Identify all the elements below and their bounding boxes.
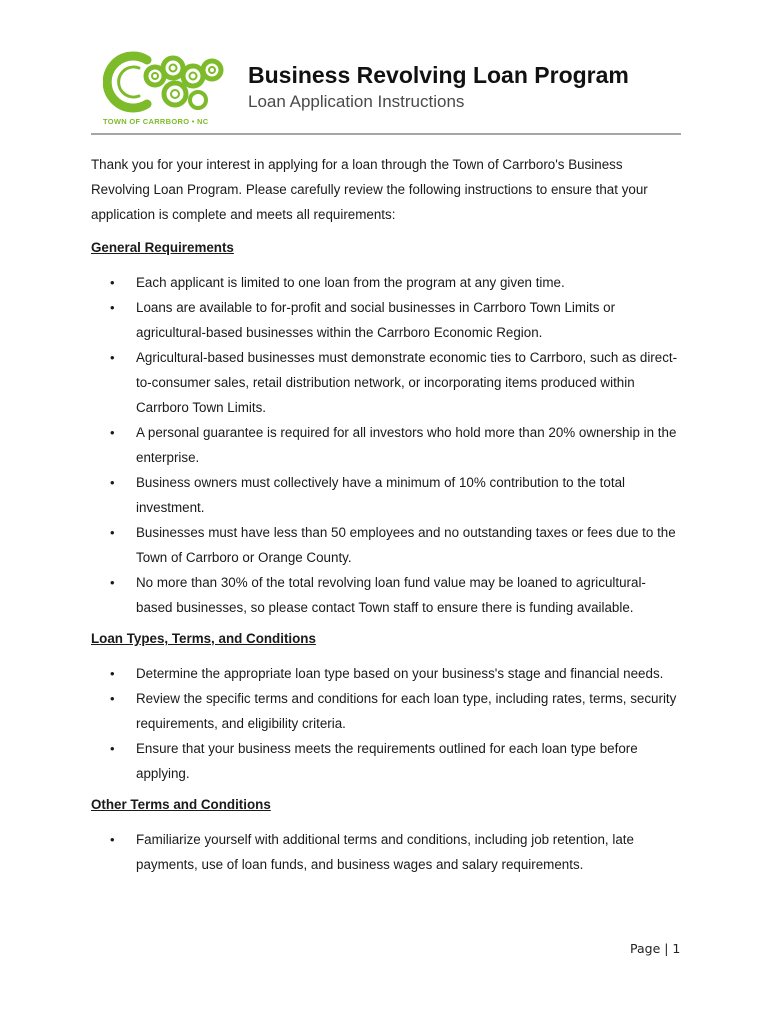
- list-item: • Determine the appropriate loan type based on your business's stage and financial needs.: [91, 661, 681, 686]
- intro-paragraph: Thank you for your interest in applying for a loan through the Town of Carrboro's Business Revolving Loan Program. Please carefully review the following instructions to ensure that your application is complete and meets all requirements:: [91, 157, 648, 222]
- list-item: • Business owners must collectively have a minimum of 10% contribution to the total investment.: [91, 470, 681, 520]
- page-number: Page | 1: [630, 941, 681, 956]
- logo-caption: TOWN OF CARRBORO • NC: [103, 117, 209, 126]
- section-heading-other-terms: Other Terms and Conditions: [91, 797, 271, 812]
- other-terms-list: [91, 827, 681, 877]
- header-divider: [91, 133, 681, 135]
- list-item: • A personal guarantee is required for all investors who hold more than 20% ownership in the enterprise.: [91, 420, 681, 470]
- list-item: • Each applicant is limited to one loan from the program at any given time.: [91, 270, 681, 295]
- list-item: • No more than 30% of the total revolving loan fund value may be loaned to agricultural-based businesses, so please contact Town staff to ensure there is funding available.: [91, 570, 681, 620]
- carrboro-logo-mark: [103, 46, 227, 118]
- list-item: • Businesses must have less than 50 employees and no outstanding taxes or fees due to the Town of Carrboro or Orange County.: [91, 520, 681, 570]
- document-title: Business Revolving Loan Program: [248, 62, 629, 88]
- section-heading-general-requirements: General Requirements: [91, 240, 234, 255]
- list-item: • Loans are available to for-profit and social businesses in Carrboro Town Limits or agricultural-based businesses within the Carrboro Economic Region.: [91, 295, 681, 345]
- list-item: • Agricultural-based businesses must demonstrate economic ties to Carrboro, such as direct-to-consumer sales, retail distribution network, or incorporating items produced within Carrboro Town Limits.: [91, 345, 681, 420]
- list-item: • Review the specific terms and conditions for each loan type, including rates, terms, security requirements, and eligibility criteria.: [91, 686, 681, 736]
- document-subtitle: Loan Application Instructions: [248, 92, 465, 111]
- carrboro-logo: [103, 46, 227, 128]
- list-item: • Familiarize yourself with additional terms and conditions, including job retention, late payments, use of loan funds, and business wages and salary requirements.: [91, 827, 681, 877]
- general-requirements-list: [91, 270, 681, 620]
- list-item: • Ensure that your business meets the requirements outlined for each loan type before applying.: [91, 736, 681, 786]
- document-body: [91, 152, 681, 883]
- section-heading-loan-types: Loan Types, Terms, and Conditions: [91, 631, 316, 646]
- loan-types-list: [91, 661, 681, 786]
